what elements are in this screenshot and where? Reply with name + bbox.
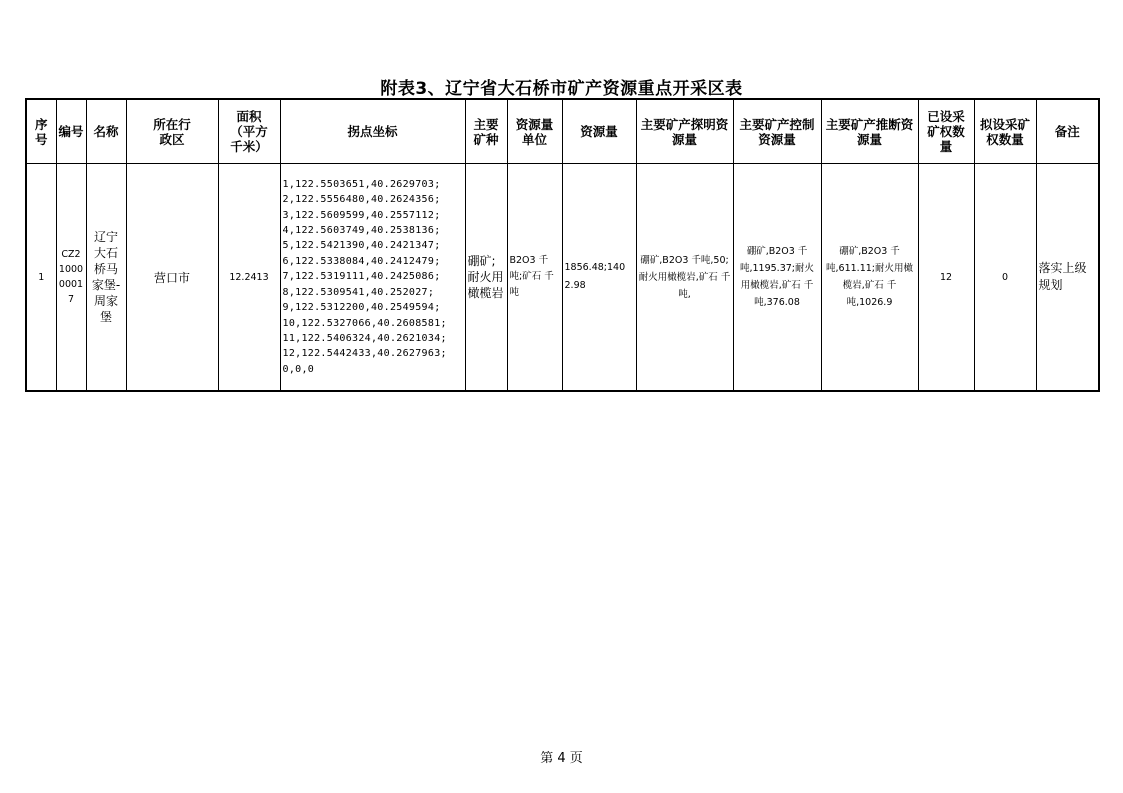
coord-point: 2,122.5556480,40.2624356; <box>282 194 441 206</box>
header-district: 所在行政区 <box>126 99 218 164</box>
cell-resource: 1856.48;1402.98 <box>562 164 636 392</box>
header-proven: 主要矿产探明资源量 <box>636 99 733 164</box>
header-seq: 序号 <box>26 99 56 164</box>
page-title: 附表3、辽宁省大石桥市矿产资源重点开采区表 <box>380 79 743 99</box>
cell-mineral: 硼矿;耐火用橄榄岩 <box>465 164 507 392</box>
coord-point: 5,122.5421390,40.2421347; <box>282 240 441 252</box>
header-inferred: 主要矿产推断资源量 <box>821 99 918 164</box>
cell-area: 12.2413 <box>218 164 280 392</box>
mining-area-table <box>25 98 1100 392</box>
cell-existing: 12 <box>918 164 974 392</box>
table-row <box>26 164 1099 392</box>
header-existing: 已设采矿权数量 <box>918 99 974 164</box>
coord-point: 9,122.5312200,40.2549594; <box>282 302 441 314</box>
header-remark: 备注 <box>1036 99 1099 164</box>
coord-point: 7,122.5319111,40.2425086; <box>282 271 441 283</box>
header-coords: 拐点坐标 <box>280 99 465 164</box>
header-controlled: 主要矿产控制资源量 <box>733 99 821 164</box>
coord-point: 10,122.5327066,40.2608581; <box>282 317 447 329</box>
header-planned: 拟设采矿权数量 <box>974 99 1036 164</box>
coord-point: 8,122.5309541,40.252027; <box>282 286 435 298</box>
cell-controlled: 硼矿,B2O3 千吨,1195.37;耐火用橄榄岩,矿石 千吨,376.08 <box>733 164 821 392</box>
cell-district: 营口市 <box>126 164 218 392</box>
cell-proven: 硼矿,B2O3 千吨,50;耐火用橄榄岩,矿石 千吨, <box>636 164 733 392</box>
header-resource: 资源量 <box>562 99 636 164</box>
header-code: 编号 <box>56 99 86 164</box>
header-area: 面积（平方千米） <box>218 99 280 164</box>
cell-code: CZ2100000017 <box>56 164 86 392</box>
coord-point: 4,122.5603749,40.2538136; <box>282 225 441 237</box>
cell-inferred: 硼矿,B2O3 千吨,611.11;耐火用橄榄岩,矿石 千吨,1026.9 <box>821 164 918 392</box>
coord-point: 11,122.5406324,40.2621034; <box>282 332 447 344</box>
page-number: 第 4 页 <box>540 751 583 766</box>
coord-point: 1,122.5503651,40.2629703; <box>282 178 441 190</box>
cell-remark: 落实上级规划 <box>1036 164 1099 392</box>
header-name: 名称 <box>86 99 126 164</box>
coord-point: 6,122.5338084,40.2412479; <box>282 255 441 267</box>
cell-unit: B2O3 千吨;矿石 千吨 <box>507 164 562 392</box>
coord-point: 3,122.5609599,40.2557112; <box>282 209 441 221</box>
coord-point: 12,122.5442433,40.2627963; <box>282 348 447 360</box>
cell-coords <box>280 164 465 392</box>
header-row <box>26 99 1099 164</box>
header-unit: 资源量单位 <box>507 99 562 164</box>
header-mineral: 主要矿种 <box>465 99 507 164</box>
cell-seq: 1 <box>26 164 56 392</box>
coord-point: 0,0,0 <box>282 363 315 375</box>
cell-name: 辽宁大石桥马家堡-周家堡 <box>86 164 126 392</box>
cell-planned: 0 <box>974 164 1036 392</box>
